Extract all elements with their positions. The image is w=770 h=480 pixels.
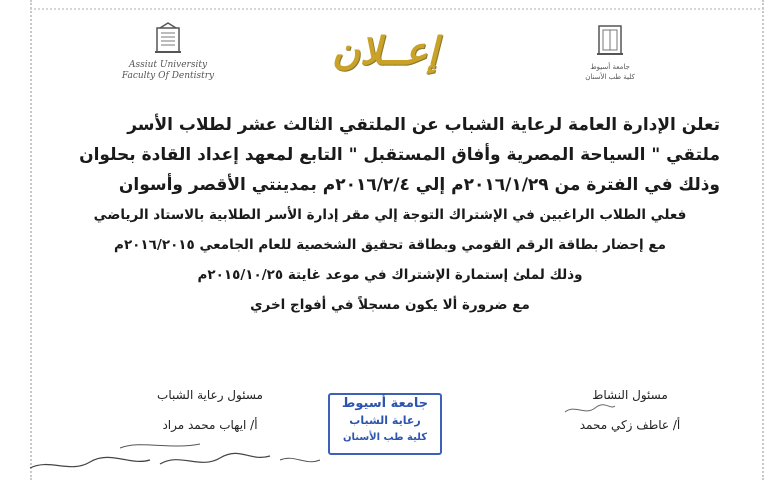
youth-care-officer-title: مسئول رعاية الشباب: [157, 388, 263, 402]
right-dotted-border: [762, 0, 764, 480]
activity-officer-name: أ/ عاطف زكي محمد: [579, 418, 681, 432]
body-line: فعلي الطلاب الراغبين في الإشتراك التوجة إلي مقر إدارة الأسر الطلابية بالاستاد الرياضي: [93, 207, 687, 223]
announcement-heading: إعــلان: [331, 28, 439, 73]
body-line: تعلن الإدارة العامة لرعاية الشباب عن الملتقي الثالث عشر لطلاب الأسر: [127, 115, 720, 135]
university-name-ar: جامعة أسيوط: [590, 63, 630, 71]
body-line: ملتقي " السياحة المصرية وأفاق المستقبل " التابع لمعهد إعداد القادة بحلوان: [79, 145, 720, 165]
body-line: مع إحضار بطاقة الرقم القومي وبطاقة تحقيق الشخصية للعام الجامعي ٢٠١٦/٢٠١٥م: [114, 237, 666, 253]
faculty-crest-icon: [595, 22, 625, 58]
university-logo: [118, 22, 218, 82]
stamp-line-faculty: كلية طب الأسنان: [342, 432, 428, 443]
university-crest-icon: [151, 22, 185, 56]
activity-officer-title: مسئول النشاط: [592, 388, 668, 402]
body-line: وذلك في الفترة من ٢٠١٦/١/٢٩م إلي ٢٠١٦/٢/٤م بمدينتي الأقصر وأسوان: [118, 175, 720, 195]
top-dotted-border: [30, 8, 764, 10]
handwritten-signature: [0, 430, 330, 480]
faculty-name-en: Faculty Of Dentistry: [121, 71, 215, 81]
activity-officer-scribble: [560, 400, 620, 420]
university-name-en: Assiut University: [128, 60, 208, 70]
body-line: وذلك لملئ إستمارة الإشتراك في موعد غايتة ٢٠١٥/١٠/٢٥م: [197, 267, 583, 283]
faculty-logo: [560, 22, 660, 82]
official-stamp: [328, 393, 442, 455]
youth-care-officer-signature: [130, 388, 290, 432]
left-dotted-border: [30, 0, 32, 480]
stamp-line-university: جامعة أسيوط: [341, 396, 429, 411]
faculty-name-ar: كلية طب الأسنان: [585, 73, 635, 81]
body-line: مع ضرورة ألا يكون مسجلاً في أفواج اخري: [250, 297, 530, 313]
youth-care-officer-name: أ/ ايهاب محمد مراد: [162, 418, 258, 432]
stamp-line-youth-care: رعاية الشباب: [349, 414, 421, 427]
announcement-body: [50, 110, 730, 320]
